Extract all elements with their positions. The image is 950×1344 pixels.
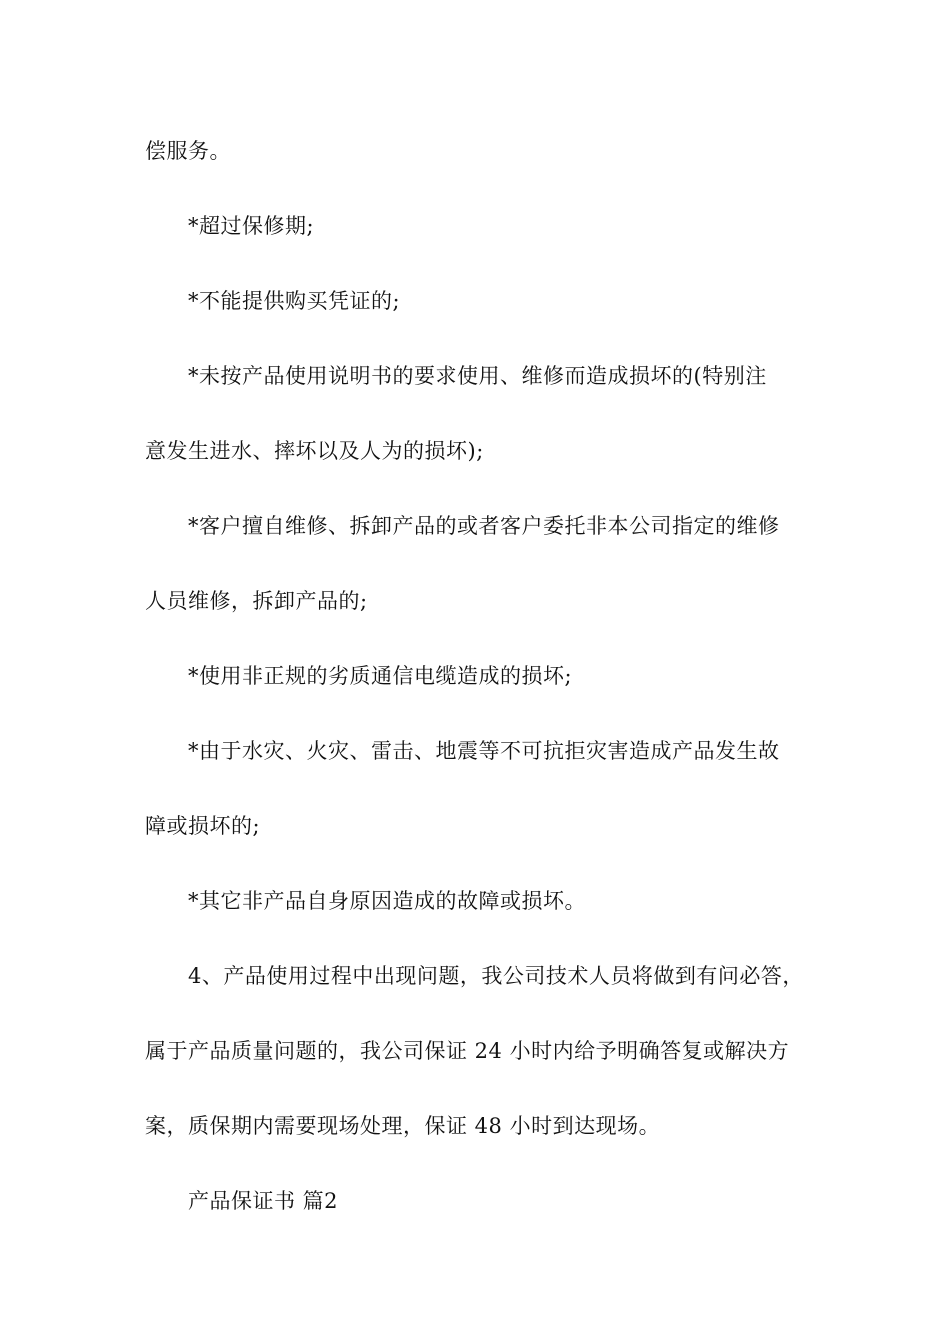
text-line: 障或损坏的; <box>145 814 261 838</box>
text-line: *未按产品使用说明书的要求使用、维修而造成损坏的(特别注 <box>188 364 767 388</box>
text-line: *由于水灾、火灾、雷击、地震等不可抗拒灾害造成产品发生故 <box>188 739 780 763</box>
text-line: 属于产品质量问题的，我公司保证 24 小时内给予明确答复或解决方 <box>145 1039 790 1063</box>
text-line: *其它非产品自身原因造成的故障或损坏。 <box>188 889 586 913</box>
text-line: 偿服务。 <box>145 139 231 163</box>
text-line: 意发生进水、摔坏以及人为的损坏); <box>145 439 484 463</box>
text-line: *使用非正规的劣质通信电缆造成的损坏; <box>188 664 573 688</box>
text-line: 4、产品使用过程中出现问题，我公司技术人员将做到有问必答， <box>188 964 804 988</box>
text-line: *客户擅自维修、拆卸产品的或者客户委托非本公司指定的维修 <box>188 514 780 538</box>
text-line: *超过保修期; <box>188 214 315 238</box>
text-line: *不能提供购买凭证的; <box>188 289 401 313</box>
section-heading: 产品保证书 篇2 <box>188 1189 339 1213</box>
text-line: 案，质保期内需要现场处理，保证 48 小时到达现场。 <box>145 1114 661 1138</box>
text-line: 人员维修，拆卸产品的; <box>145 589 368 613</box>
